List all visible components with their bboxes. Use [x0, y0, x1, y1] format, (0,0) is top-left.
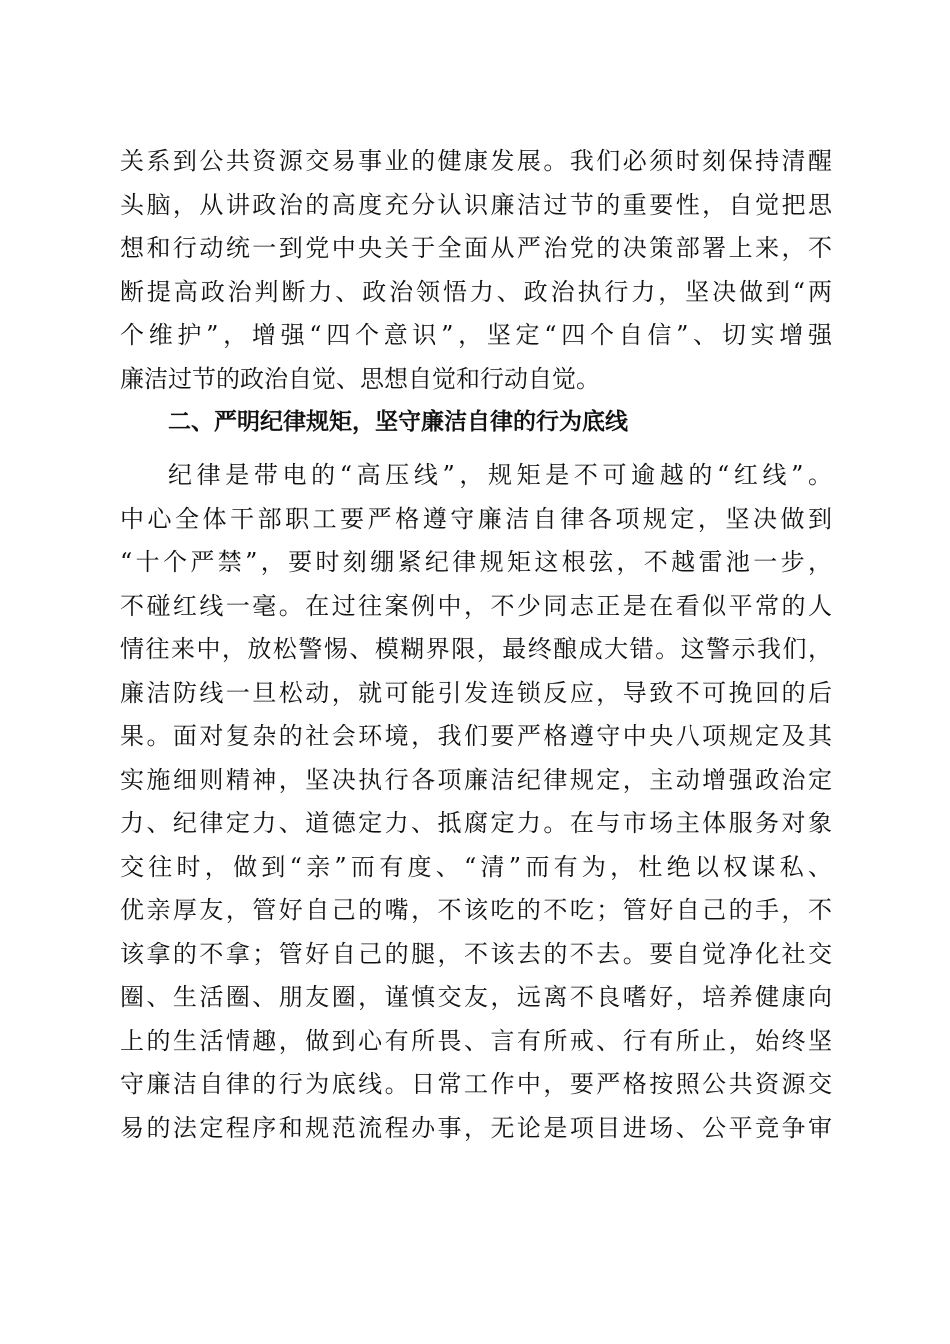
text-line: 果。面对复杂的社会环境，我们要严格遵守中央八项规定及其 — [120, 722, 832, 750]
text-line: 想和行动统一到党中央关于全面从严治党的决策部署上来，不 — [120, 234, 832, 262]
text-line: 中心全体干部职工要严格遵守廉洁自律各项规定，坚决做到 — [120, 504, 832, 533]
text-line: 不碰红线一毫。在过往案例中，不少同志正是在看似平常的人 — [120, 591, 832, 620]
text-line: 断提高政治判断力、政治领悟力、政治执行力，坚决做到“两 — [120, 277, 832, 306]
text-line: 易的法定程序和规范流程办事，无论是项目进场、公平竞争审 — [120, 1113, 832, 1142]
text-line: “十个严禁”，要时刻绷紧纪律规矩这根弦，不越雷池一步， — [120, 548, 832, 576]
text-line: 个维护”，增强“四个意识”，坚定“四个自信”、切实增强 — [120, 321, 832, 349]
text-line: 纪律是带电的“高压线”，规矩是不可逾越的“红线”。 — [168, 461, 832, 489]
paragraph-political-awareness — [120, 140, 832, 445]
text-line: 廉洁过节的政治自觉、思想自觉和行动自觉。 — [120, 364, 600, 393]
paragraph-discipline-rules — [120, 454, 832, 1150]
text-line: 力、纪律定力、道德定力、抵腐定力。在与市场主体服务对象 — [120, 809, 832, 837]
text-line: 廉洁防线一旦松动，就可能引发连锁反应，导致不可挽回的后 — [120, 678, 832, 707]
text-line: 优亲厚友，管好自己的嘴，不该吃的不吃；管好自己的手，不 — [120, 896, 832, 924]
text-line: 圈、生活圈、朋友圈，谨慎交友，远离不良嗜好，培养健康向 — [120, 983, 832, 1011]
text-line: 交往时，做到“亲”而有度、“清”而有为，杜绝以权谋私、 — [120, 852, 832, 881]
text-line: 情往来中，放松警惕、模糊界限，最终酿成大错。这警示我们， — [120, 635, 832, 663]
text-line: 守廉洁自律的行为底线。日常工作中，要严格按照公共资源交 — [120, 1070, 832, 1098]
text-line: 上的生活情趣，做到心有所畏、言有所戒、行有所止，始终坚 — [120, 1026, 832, 1055]
text-line: 头脑，从讲政治的高度充分认识廉洁过节的重要性，自觉把思 — [120, 190, 832, 219]
text-line: 该拿的不拿；管好自己的腿，不该去的不去。要自觉净化社交 — [120, 939, 832, 968]
text-line: 关系到公共资源交易事业的健康发展。我们必须时刻保持清醒 — [120, 147, 832, 175]
text-line: 实施细则精神，坚决执行各项廉洁纪律规定，主动增强政治定 — [120, 765, 832, 794]
section-heading: 二、严明纪律规矩，坚守廉洁自律的行为底线 — [168, 409, 628, 435]
